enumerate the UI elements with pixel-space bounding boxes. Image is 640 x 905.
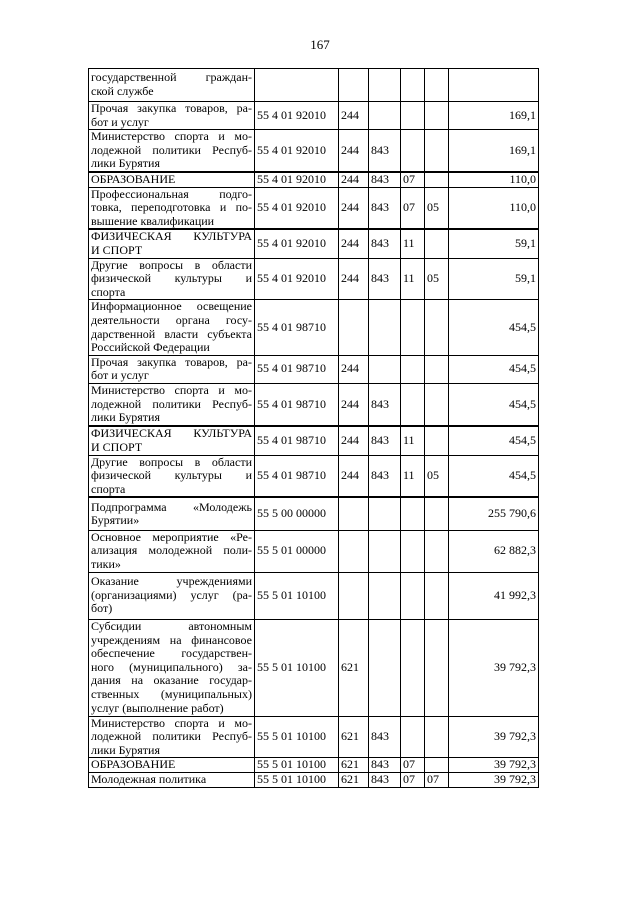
cell-name-line: Другие вопросы в области — [91, 258, 252, 272]
cell-vr: 621 — [339, 758, 369, 773]
cell-pr — [425, 172, 449, 187]
cell-pr — [425, 69, 449, 102]
cell-rz — [401, 102, 425, 130]
cell-pr — [425, 716, 449, 758]
cell-csr: 55 5 01 10100 — [255, 758, 339, 773]
cell-sum — [449, 69, 539, 102]
cell-name-line: ФИЗИЧЕСКАЯ КУЛЬТУРА — [91, 229, 252, 244]
cell-rz: 11 — [401, 229, 425, 258]
cell-name-line: ОБРАЗОВАНИЕ — [91, 171, 176, 186]
cell-sum: 110,0 — [449, 172, 539, 187]
cell-sum: 62 882,3 — [449, 530, 539, 572]
cell-grbs — [369, 619, 401, 716]
cell-sum: 454,5 — [449, 426, 539, 455]
table-row — [89, 426, 539, 455]
cell-name-line: лодежной политики Респуб- — [91, 396, 252, 411]
cell-name — [89, 455, 255, 497]
cell-pr — [425, 229, 449, 258]
cell-vr: 244 — [339, 355, 369, 383]
cell-name-line: Российской Федерации — [91, 340, 210, 355]
cell-rz — [401, 716, 425, 758]
cell-vr: 621 — [339, 773, 369, 788]
cell-vr: 244 — [339, 383, 369, 426]
cell-pr — [425, 102, 449, 130]
cell-name-line: дарственной власти субъекта — [91, 326, 252, 341]
cell-name — [89, 355, 255, 383]
cell-grbs — [369, 355, 401, 383]
table-row — [89, 172, 539, 187]
cell-grbs: 843 — [369, 455, 401, 497]
cell-rz — [401, 530, 425, 572]
cell-rz — [401, 300, 425, 355]
cell-name-line: бот и услуг — [91, 368, 149, 383]
cell-csr: 55 4 01 92010 — [255, 229, 339, 258]
cell-rz: 07 — [401, 187, 425, 229]
cell-name-line: лодежной политики Респуб- — [91, 729, 252, 744]
cell-grbs: 843 — [369, 172, 401, 187]
cell-vr — [339, 497, 369, 530]
cell-name — [89, 572, 255, 619]
table-row — [89, 102, 539, 130]
cell-name-line: вышение квалификации — [91, 213, 215, 228]
budget-table — [88, 68, 539, 788]
cell-name — [89, 187, 255, 229]
cell-name-line: ОБРАЗОВАНИЕ — [91, 757, 176, 772]
cell-rz: 11 — [401, 426, 425, 455]
cell-sum: 39 792,3 — [449, 758, 539, 773]
cell-csr: 55 4 01 92010 — [255, 258, 339, 300]
cell-vr: 244 — [339, 455, 369, 497]
cell-name-line: лики Бурятия — [91, 156, 160, 171]
cell-csr: 55 4 01 92010 — [255, 102, 339, 130]
cell-name — [89, 172, 255, 187]
cell-name-line: Прочая закупка товаров, ра- — [91, 355, 252, 369]
cell-grbs — [369, 102, 401, 130]
cell-pr — [425, 497, 449, 530]
cell-grbs — [369, 69, 401, 102]
cell-csr: 55 5 01 10100 — [255, 773, 339, 788]
table-row — [89, 187, 539, 229]
table-row — [89, 69, 539, 102]
cell-name-line: учреждениям на финансовое — [91, 632, 252, 647]
cell-rz: 07 — [401, 773, 425, 788]
table-row — [89, 530, 539, 572]
cell-name — [89, 383, 255, 426]
cell-grbs: 843 — [369, 773, 401, 788]
cell-name-line: ного (муниципального) за- — [91, 659, 252, 674]
cell-pr — [425, 426, 449, 455]
cell-csr: 55 5 01 00000 — [255, 530, 339, 572]
cell-rz: 11 — [401, 258, 425, 300]
cell-name — [89, 102, 255, 130]
cell-vr — [339, 572, 369, 619]
cell-name — [89, 758, 255, 773]
cell-grbs: 843 — [369, 229, 401, 258]
cell-name-line: обеспечение государствен- — [91, 646, 252, 661]
cell-name-line: Министерство спорта и мо- — [91, 716, 252, 730]
cell-name-line: товка, переподготовка и по- — [91, 200, 252, 215]
cell-name-line: физической культуры и — [91, 468, 252, 483]
cell-pr — [425, 758, 449, 773]
cell-sum: 59,1 — [449, 229, 539, 258]
cell-pr — [425, 383, 449, 426]
cell-name — [89, 426, 255, 455]
cell-pr — [425, 530, 449, 572]
cell-name-line: лики Бурятия — [91, 742, 160, 757]
cell-grbs: 843 — [369, 758, 401, 773]
cell-name-line: Субсидии автономным — [91, 619, 252, 634]
cell-vr: 244 — [339, 102, 369, 130]
cell-grbs: 843 — [369, 258, 401, 300]
cell-vr: 621 — [339, 716, 369, 758]
cell-name-line: Основное мероприятие «Ре- — [91, 530, 252, 544]
cell-name-line: Информационное освещение — [91, 299, 252, 314]
cell-grbs: 843 — [369, 716, 401, 758]
cell-pr — [425, 300, 449, 355]
cell-name — [89, 530, 255, 572]
cell-grbs: 843 — [369, 383, 401, 426]
cell-csr: 55 5 01 10100 — [255, 619, 339, 716]
cell-name-line: Министерство спорта и мо- — [91, 383, 252, 398]
cell-vr — [339, 300, 369, 355]
cell-csr: 55 5 00 00000 — [255, 497, 339, 530]
cell-pr: 07 — [425, 773, 449, 788]
cell-grbs: 843 — [369, 426, 401, 455]
cell-grbs: 843 — [369, 187, 401, 229]
cell-name-line: И СПОРТ — [91, 242, 143, 257]
cell-pr — [425, 355, 449, 383]
cell-name-line: спорта — [91, 284, 126, 299]
cell-grbs — [369, 572, 401, 619]
cell-rz — [401, 497, 425, 530]
cell-grbs: 843 — [369, 130, 401, 172]
cell-name-line: лодежной политики Респуб- — [91, 142, 252, 157]
table-row — [89, 130, 539, 172]
cell-csr: 55 5 01 10100 — [255, 572, 339, 619]
cell-sum: 454,5 — [449, 355, 539, 383]
cell-vr — [339, 530, 369, 572]
cell-grbs — [369, 530, 401, 572]
cell-vr: 244 — [339, 258, 369, 300]
cell-sum: 41 992,3 — [449, 572, 539, 619]
cell-name-line: Министерство спорта и мо- — [91, 129, 252, 144]
cell-vr: 244 — [339, 187, 369, 229]
cell-pr — [425, 130, 449, 172]
cell-name-line: Прочая закупка товаров, ра- — [91, 101, 252, 115]
cell-pr — [425, 619, 449, 716]
table-body — [89, 69, 539, 788]
table-row — [89, 773, 539, 788]
cell-rz — [401, 383, 425, 426]
cell-rz — [401, 69, 425, 102]
cell-name — [89, 69, 255, 102]
cell-sum: 169,1 — [449, 102, 539, 130]
cell-rz — [401, 572, 425, 619]
cell-name — [89, 130, 255, 172]
cell-name-line: бот и услуг — [91, 114, 149, 129]
cell-sum: 454,5 — [449, 455, 539, 497]
cell-name-line: бот) — [91, 601, 113, 616]
cell-csr: 55 4 01 98710 — [255, 355, 339, 383]
cell-sum: 454,5 — [449, 300, 539, 355]
cell-rz: 07 — [401, 172, 425, 187]
cell-name-line: услуг (выполнение работ) — [91, 700, 224, 715]
cell-name-line: лики Бурятия — [91, 410, 160, 425]
cell-name-line: Профессиональная подго- — [91, 187, 252, 201]
cell-csr: 55 4 01 98710 — [255, 383, 339, 426]
table-row — [89, 455, 539, 497]
cell-pr: 05 — [425, 455, 449, 497]
cell-sum: 454,5 — [449, 383, 539, 426]
table-row — [89, 497, 539, 530]
cell-name — [89, 229, 255, 258]
cell-name-line: (организациями) услуг (ра- — [91, 587, 252, 602]
cell-grbs — [369, 300, 401, 355]
table-row — [89, 355, 539, 383]
cell-name — [89, 497, 255, 530]
cell-pr — [425, 572, 449, 619]
cell-vr — [339, 69, 369, 102]
cell-name-line: ализация молодежной поли- — [91, 543, 252, 558]
table-row — [89, 619, 539, 716]
cell-csr: 55 4 01 98710 — [255, 455, 339, 497]
cell-rz — [401, 355, 425, 383]
cell-name-line: ской службе — [91, 84, 154, 98]
cell-csr: 55 5 01 10100 — [255, 716, 339, 758]
cell-pr: 05 — [425, 187, 449, 229]
cell-csr: 55 4 01 98710 — [255, 300, 339, 355]
cell-rz — [401, 130, 425, 172]
cell-rz: 07 — [401, 758, 425, 773]
cell-sum: 169,1 — [449, 130, 539, 172]
cell-name-line: деятельности органа госу- — [91, 312, 252, 327]
cell-name — [89, 300, 255, 355]
cell-name-line: дания на оказание государ- — [91, 673, 252, 688]
cell-vr: 621 — [339, 619, 369, 716]
table-row — [89, 716, 539, 758]
page-number: 167 — [310, 37, 330, 52]
cell-name-line: спорта — [91, 481, 126, 496]
cell-rz: 11 — [401, 455, 425, 497]
cell-vr: 244 — [339, 229, 369, 258]
cell-name-line: Бурятии» — [91, 513, 140, 528]
cell-sum: 39 792,3 — [449, 773, 539, 788]
cell-name-line: Подпрограмма «Молодежь — [91, 499, 252, 514]
cell-name — [89, 773, 255, 788]
cell-name — [89, 716, 255, 758]
table-row — [89, 758, 539, 773]
table-row — [89, 258, 539, 300]
table-row — [89, 383, 539, 426]
cell-name-line: Другие вопросы в области — [91, 455, 252, 469]
cell-name-line: Молодежная политика — [91, 772, 207, 786]
cell-csr — [255, 69, 339, 102]
cell-sum: 39 792,3 — [449, 619, 539, 716]
cell-name-line: ФИЗИЧЕСКАЯ КУЛЬТУРА — [91, 426, 252, 441]
cell-sum: 110,0 — [449, 187, 539, 229]
cell-pr: 05 — [425, 258, 449, 300]
table-row — [89, 229, 539, 258]
cell-sum: 39 792,3 — [449, 716, 539, 758]
cell-csr: 55 4 01 92010 — [255, 172, 339, 187]
table-row — [89, 300, 539, 355]
cell-name — [89, 258, 255, 300]
cell-csr: 55 4 01 98710 — [255, 426, 339, 455]
cell-name — [89, 619, 255, 716]
cell-name-line: тики» — [91, 557, 121, 572]
cell-name-line: ственных (муниципальных) — [91, 687, 252, 702]
cell-grbs — [369, 497, 401, 530]
cell-sum: 255 790,6 — [449, 497, 539, 530]
cell-csr: 55 4 01 92010 — [255, 130, 339, 172]
cell-sum: 59,1 — [449, 258, 539, 300]
cell-name-line: Оказание учреждениями — [91, 574, 252, 589]
cell-name-line: И СПОРТ — [91, 439, 143, 454]
cell-name-line: государственной граждан- — [91, 70, 252, 85]
cell-vr: 244 — [339, 130, 369, 172]
cell-vr: 244 — [339, 172, 369, 187]
cell-name-line: физической культуры и — [91, 271, 252, 286]
cell-vr: 244 — [339, 426, 369, 455]
cell-rz — [401, 619, 425, 716]
table-row — [89, 572, 539, 619]
cell-csr: 55 4 01 92010 — [255, 187, 339, 229]
